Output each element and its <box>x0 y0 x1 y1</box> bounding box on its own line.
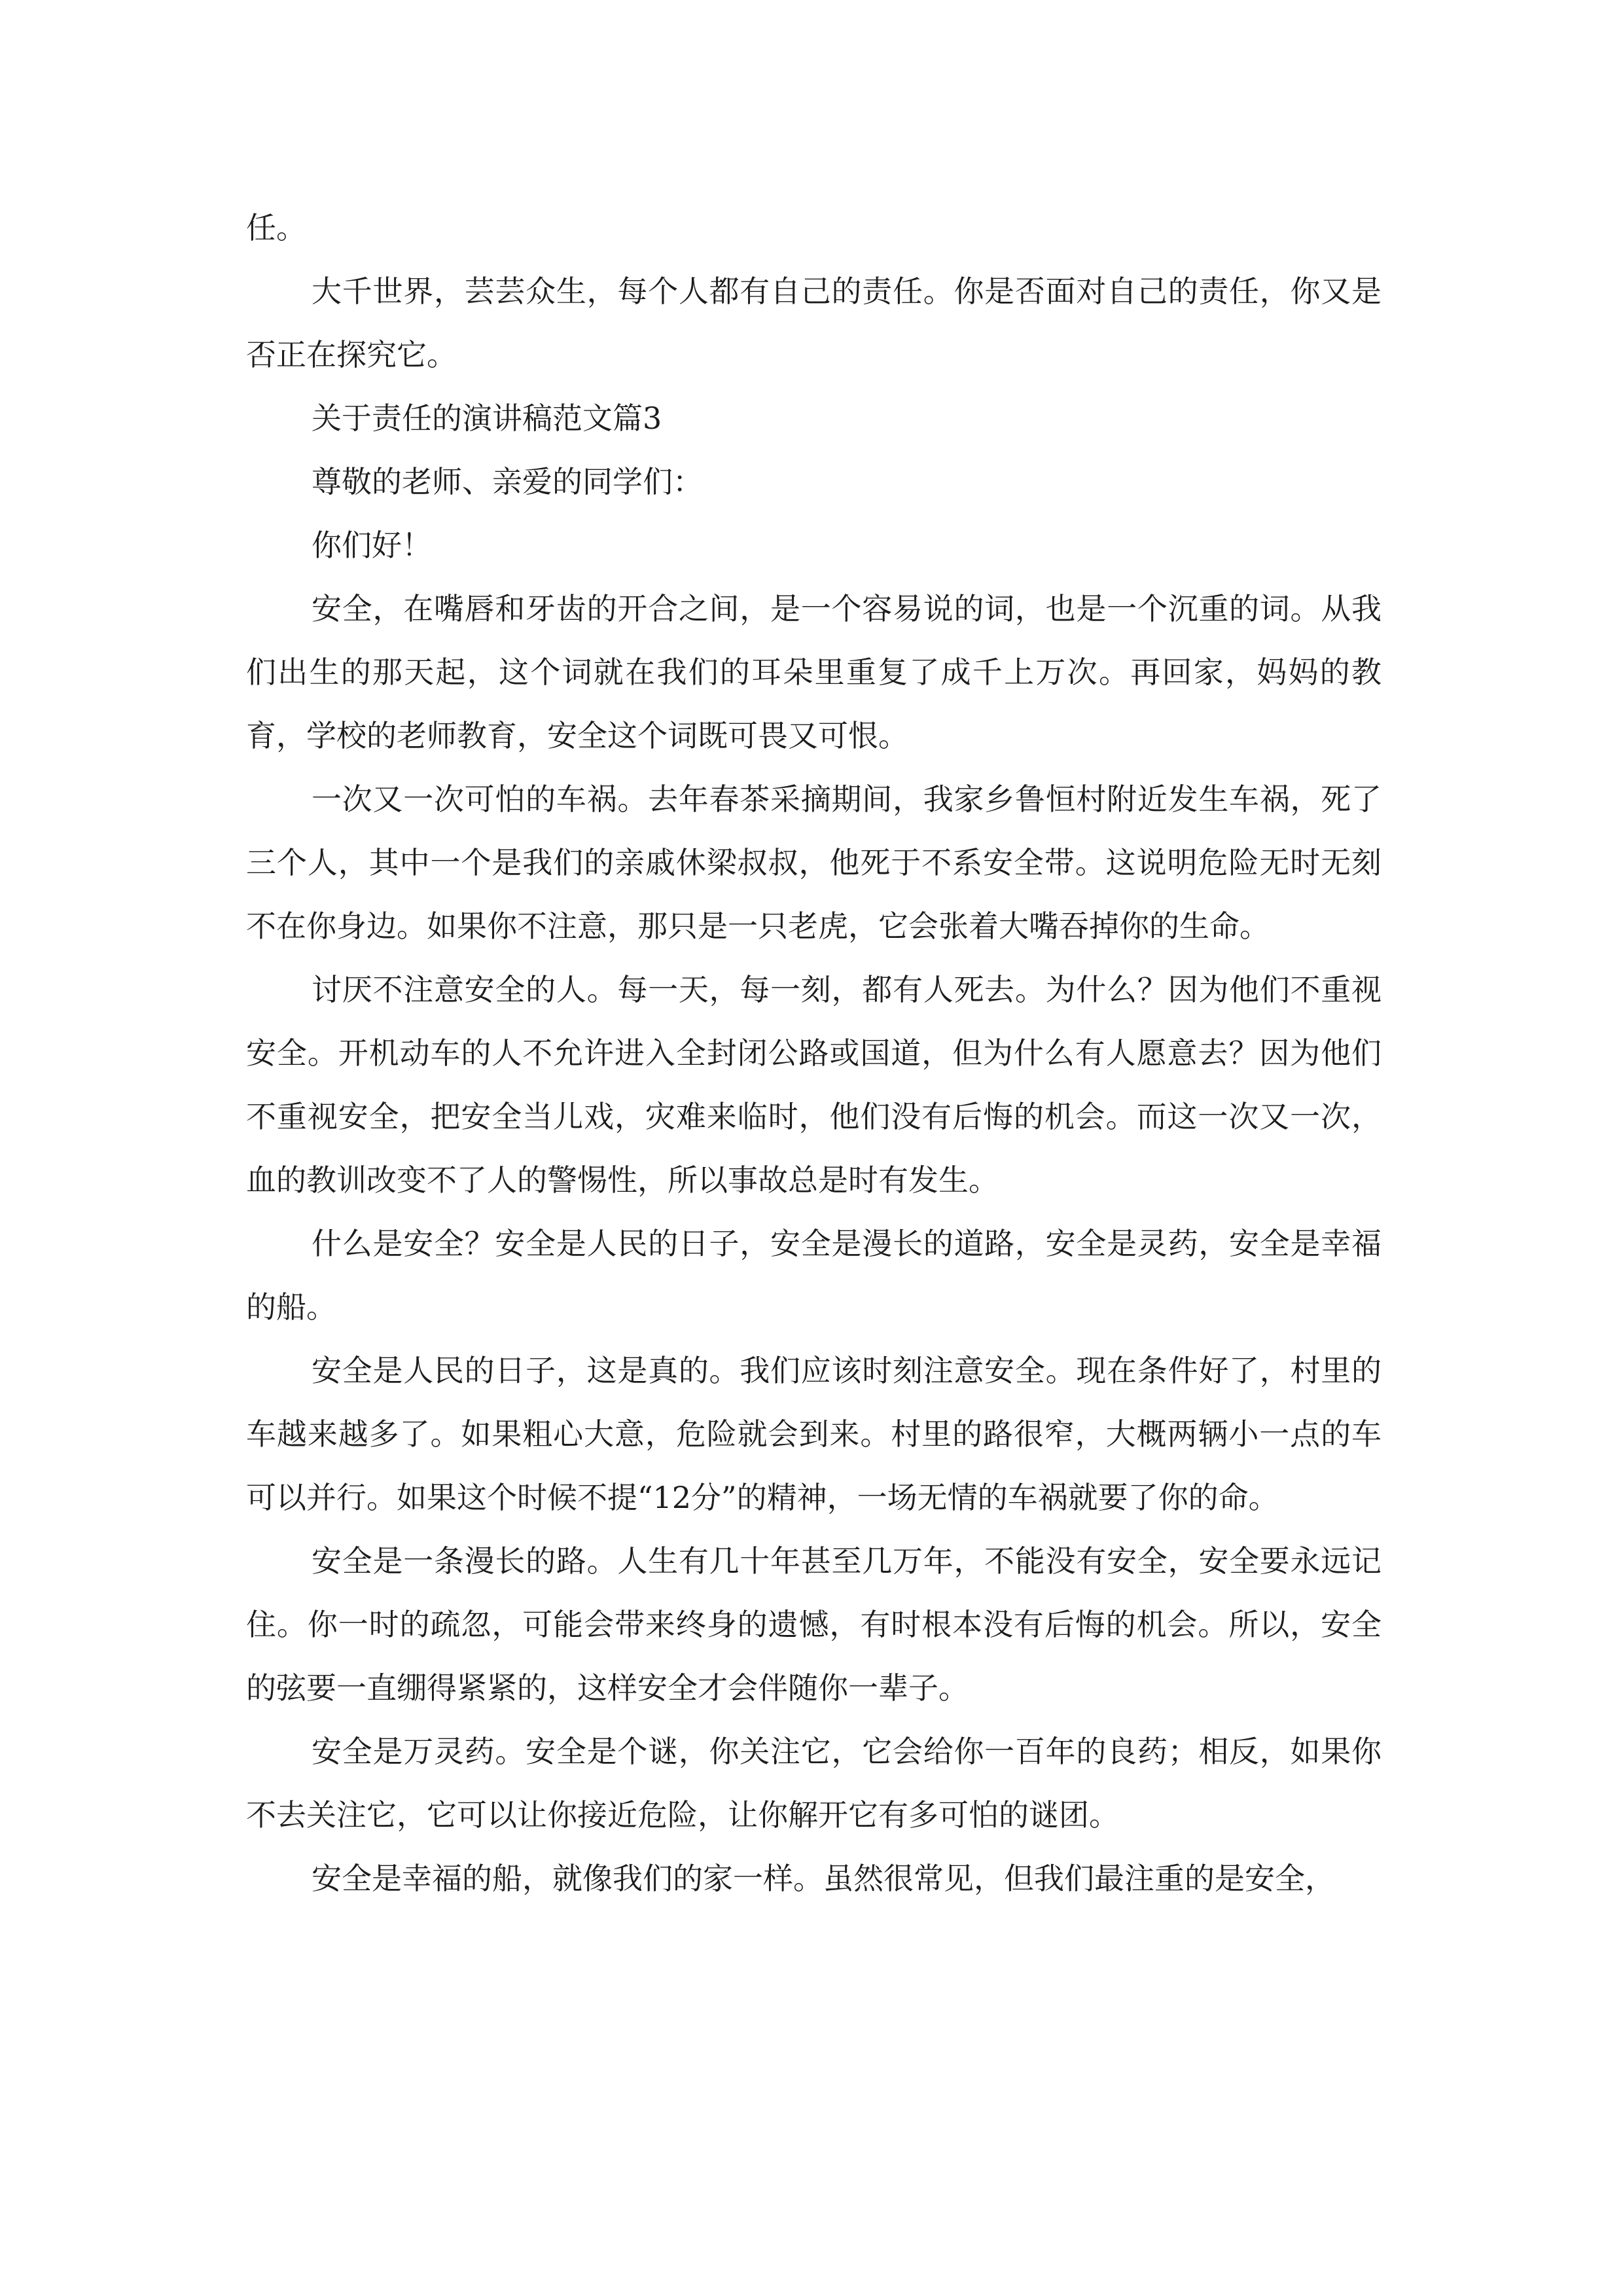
paragraph: 大千世界，芸芸众生，每个人都有自己的责任。你是否面对自己的责任，你又是否正在探究它。 <box>246 274 1382 372</box>
paragraph: 安全是幸福的船，就像我们的家一样。虽然很常见，但我们最注重的是安全， <box>312 1861 1335 1896</box>
paragraph: 安全是一条漫长的路。人生有几十年甚至几万年，不能没有安全，安全要永远记住。你一时的疏忽，可能会带来终身的遗憾，有时根本没有后悔的机会。所以，安全的弦要一直绷得紧紧的，这样安全才会伴随你一辈子。 <box>246 1543 1382 1706</box>
paragraph: 安全，在嘴唇和牙齿的开合之间，是一个容易说的词，也是一个沉重的词。从我们出生的那天起，这个词就在我们的耳朵里重复了成千上万次。再回家，妈妈的教育，学校的老师教育，安全这个词既可畏又可恨。 <box>246 591 1382 753</box>
section-heading: 关于责任的演讲稿范文篇3 <box>312 401 662 436</box>
paragraph: 安全是人民的日子，这是真的。我们应该时刻注意安全。现在条件好了，村里的车越来越多了。如果粗心大意，危险就会到来。村里的路很窄，大概两辆小一点的车可以并行。如果这个时候不提“12分”的精神，一场无情的车祸就要了你的命。 <box>246 1353 1382 1515</box>
greeting: 你们好！ <box>312 528 432 563</box>
document-body <box>246 196 1382 1910</box>
salutation: 尊敬的老师、亲爱的同学们： <box>312 464 703 499</box>
paragraph: 讨厌不注意安全的人。每一天，每一刻，都有人死去。为什么？因为他们不重视安全。开机动车的人不允许进入全封闭公路或国道，但为什么有人愿意去？因为他们不重视安全，把安全当儿戏，灾难来临时，他们没有后悔的机会。而这一次又一次，血的教训改变不了人的警惕性，所以事故总是时有发生。 <box>246 972 1382 1198</box>
paragraph-continuation: 任。 <box>246 210 306 245</box>
paragraph: 什么是安全？安全是人民的日子，安全是漫长的道路，安全是灵药，安全是幸福的船。 <box>246 1226 1382 1325</box>
paragraph: 安全是万灵药。安全是个谜，你关注它，它会给你一百年的良药；相反，如果你不去关注它，它可以让你接近危险，让你解开它有多可怕的谜团。 <box>246 1734 1382 1833</box>
paragraph: 一次又一次可怕的车祸。去年春茶采摘期间，我家乡鲁恒村附近发生车祸，死了三个人，其中一个是我们的亲戚休梁叔叔，他死于不系安全带。这说明危险无时无刻不在你身边。如果你不注意，那只是一只老虎，它会张着大嘴吞掉你的生命。 <box>246 781 1382 944</box>
